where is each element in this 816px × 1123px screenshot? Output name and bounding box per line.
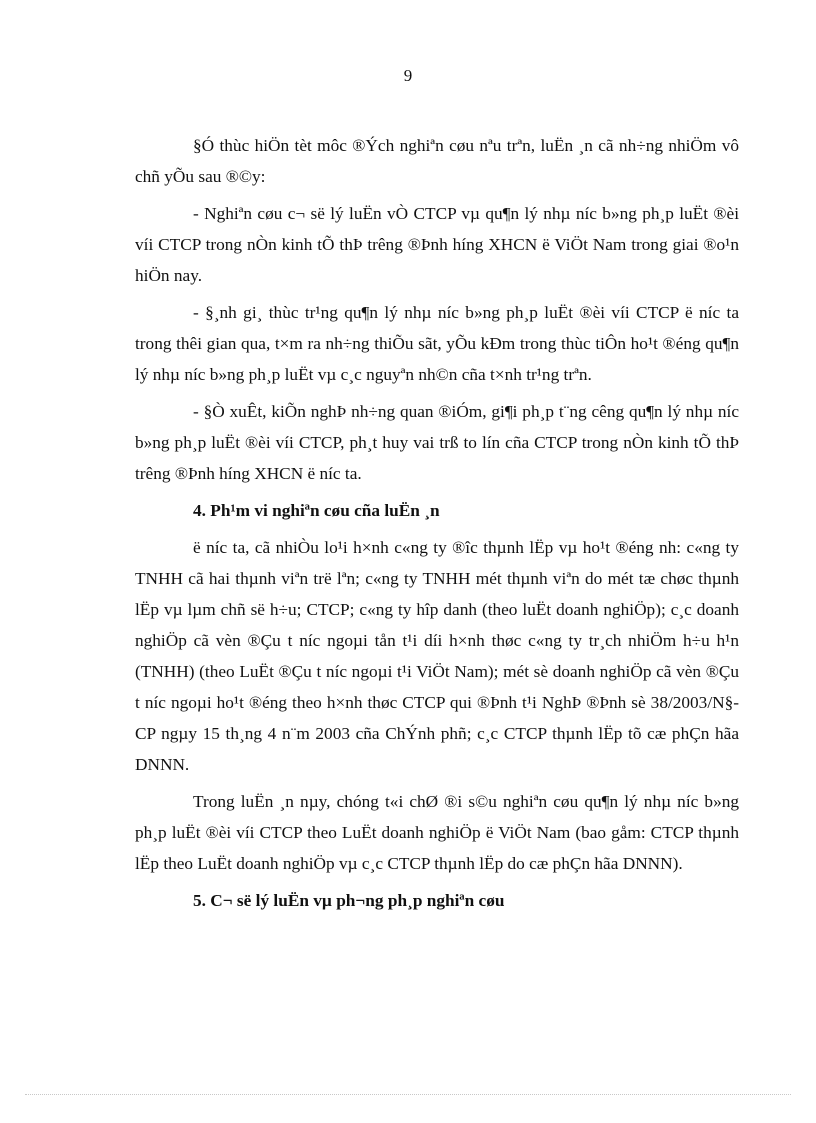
- page-bottom-divider: [25, 1094, 791, 1095]
- page-number: 9: [403, 66, 413, 85]
- paragraph-thesis-focus: Trong luËn ¸n nµy, chóng t«i chØ ®i s©u nghiªn cøu qu¶n lý nhµ níc b»ng ph¸p luËt ®èi víi CTCP theo LuËt doanh nghiÖp ë ViÖt Nam (bao gåm: CTCP thµnh lËp theo LuËt doanh nghiÖp vµ c¸c CTCP thµnh lËp do cæ phÇn hãa DNNN).: [135, 792, 744, 873]
- paragraph-task-2: - §¸nh gi¸ thùc tr¹ng qu¶n lý nhµ níc b»ng ph¸p luËt ®èi víi CTCP ë níc ta trong thêi gian qua, t×m ra nh÷ng thiÕu sãt, yÕu kÐm trong thùc tiÔn ho¹t ®éng qu¶n lý nhµ níc b»ng ph¸p luËt vµ c¸c nguyªn nh©n cña t×nh tr¹ng trªn.: [135, 303, 744, 384]
- paragraph-task-3: - §Ò xuÊt, kiÕn nghÞ nh÷ng quan ®iÓm, gi¶i ph¸p t¨ng cêng qu¶n lý nhµ níc b»ng ph¸p luËt ®èi víi CTCP, ph¸t huy vai trß to lín cña CTCP trong nÒn kinh tÕ thÞ trêng ®Þnh híng XHCN ë níc ta.: [135, 402, 744, 483]
- paragraph-company-types: ë níc ta, cã nhiÒu lo¹i h×nh c«ng ty ®îc thµnh lËp vµ ho¹t ®éng nh: c«ng ty TNHH cã hai thµnh viªn trë lªn; c«ng ty TNHH mét thµnh viªn do mét tæ chøc thµnh lËp vµ lµm chñ së h÷u; CTCP; c«ng ty hîp danh (theo luËt doanh nghiÖp); c¸c doanh nghiÖp cã vèn ®Çu t níc ngoµi tån t¹i díi h×nh thøc c«ng ty tr¸ch nhiÖm h÷u h¹n (TNHH) (theo LuËt ®Çu t níc ngoµi t¹i ViÖt Nam); mét sè doanh nghiÖp cã vèn ®Çu t níc ngoµi ho¹t ®éng theo h×nh thøc CTCP qui ®Þnh t¹i NghÞ ®Þnh sè 38/2003/N§-CP ngµy 15 th¸ng 4 n¨m 2003 cña ChÝnh phñ; c¸c CTCP thµnh lËp tõ cæ phÇn hãa DNNN.: [135, 538, 744, 774]
- paragraph-task-1: - Nghiªn cøu c¬ së lý luËn vÒ CTCP vµ qu¶n lý nhµ níc b»ng ph¸p luËt ®èi víi CTCP trong nÒn kinh tÕ thÞ trêng ®Þnh híng XHCN ë ViÖt Nam trong giai ®o¹n hiÖn nay.: [135, 204, 744, 285]
- section-heading-scope: 4. Ph¹m vi nghiªn cøu cña luËn ¸n: [193, 501, 440, 520]
- document-body: [135, 130, 744, 922]
- paragraph-tasks-intro: §Ó thùc hiÖn tèt môc ®Ých nghiªn cøu nªu trªn, luËn ¸n cã nh÷ng nhiÖm vô chñ yÕu sau ®©y:: [135, 136, 744, 186]
- section-heading-methodology: 5. C¬ së lý luËn vµ ph¬ng ph¸p nghiªn cøu: [193, 891, 505, 910]
